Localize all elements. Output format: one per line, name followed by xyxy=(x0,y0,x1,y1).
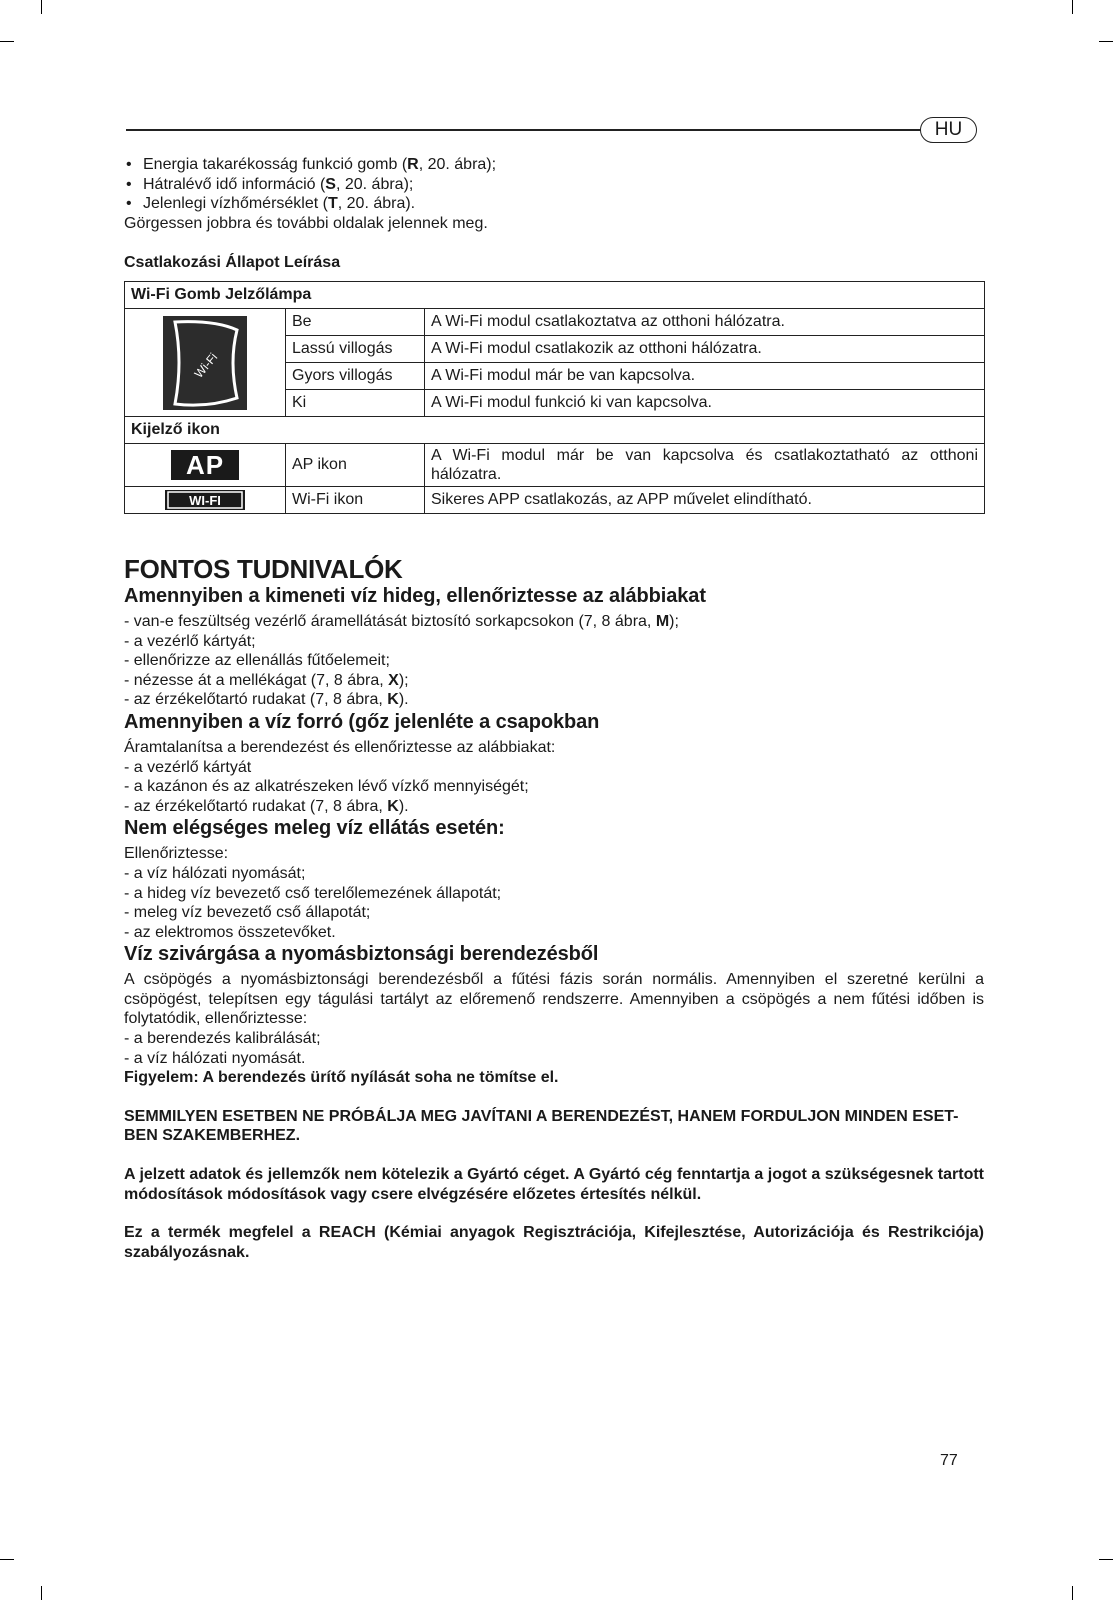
crop-mark xyxy=(1072,1586,1073,1600)
intro-bullet: • Hátralévő idő információ (S, 20. ábra); xyxy=(124,175,984,195)
display-icon-name: AP ikon xyxy=(286,443,425,486)
lamp-state: Ki xyxy=(286,389,425,416)
list-item: - a vezérlő kártyát xyxy=(124,758,252,776)
lamp-description: A Wi-Fi modul funkció ki van kapcsolva. xyxy=(425,389,985,416)
crop-mark xyxy=(0,41,14,42)
ap-icon-cell xyxy=(125,443,286,486)
list-item: - a víz hálózati nyomását; xyxy=(124,864,306,882)
list-item: - a berendezés kalibrálását; xyxy=(124,1030,321,1048)
list-item: - az érzékelőtartó rudakat (7, 8 ábra, K). xyxy=(124,691,409,709)
crop-mark xyxy=(41,0,42,14)
wifi-button-icon xyxy=(163,316,247,410)
language-badge: HU xyxy=(920,117,977,143)
important-title: FONTOS TUDNIVALÓK xyxy=(124,553,403,584)
lamp-state: Be xyxy=(286,308,425,335)
list-item: - nézesse át a mellékágat (7, 8 ábra, X); xyxy=(124,671,409,689)
list-item: - a víz hálózati nyomását. xyxy=(124,1049,306,1067)
table-row xyxy=(125,443,985,486)
insufficient-hot-water-list xyxy=(124,844,984,942)
lamp-description: A Wi-Fi modul csatlakoztatva az otthoni hálózatra. xyxy=(425,308,985,335)
lamp-description: A Wi-Fi modul csatlakozik az otthoni hálózatra. xyxy=(425,335,985,362)
crop-mark xyxy=(1099,41,1113,42)
connection-status-table xyxy=(124,281,985,514)
insufficient-hot-water-heading: Nem elégséges meleg víz ellátás esetén: xyxy=(124,817,505,840)
intro-bullets xyxy=(124,155,984,233)
leak-warning: Figyelem: A berendezés ürítő nyílását soha ne tömítse el. xyxy=(124,1069,559,1087)
lamp-state: Gyors villogás xyxy=(286,362,425,389)
page-number: 77 xyxy=(940,1452,958,1469)
list-item: Ellenőriztesse: xyxy=(124,845,229,863)
reach-notice: Ez a termék megfelel a REACH (Kémiai anyagok Regisztrációja, Kifejlesztése, Autorizációja és Restrikciója) szabályozásnak. xyxy=(124,1224,984,1261)
hot-water-list xyxy=(124,738,984,816)
table-section-row xyxy=(125,281,985,308)
list-item: - az érzékelőtartó rudakat (7, 8 ábra, K). xyxy=(124,797,409,815)
wifi-icon-cell xyxy=(125,486,286,513)
table-caption: Csatlakozási Állapot Leírása xyxy=(124,254,341,272)
leak-heading: Víz szivárgása a nyomásbiztonsági berendezésből xyxy=(124,943,599,966)
crop-mark xyxy=(1099,1559,1113,1560)
list-item: - a vezérlő kártyát; xyxy=(124,632,256,650)
ap-display-icon: AP xyxy=(171,450,239,480)
table-row xyxy=(125,486,985,513)
crop-mark xyxy=(41,1586,42,1600)
list-item: - az elektromos összetevőket. xyxy=(124,923,336,941)
cold-water-heading: Amennyiben a kimeneti víz hideg, ellenőriztesse az alábbiakat xyxy=(124,584,706,607)
repair-notice: SEMMILYEN ESETBEN NE PRÓBÁLJA MEG JAVÍTANI A BERENDEZÉST, HANEM FORDULJON MINDEN ESET-BEN SZAKEMBERHEZ. xyxy=(124,1107,959,1145)
wifi-display-icon xyxy=(165,490,245,510)
header-rule xyxy=(126,129,921,131)
manufacturer-notice: A jelzett adatok és jellemzők nem kötelezik a Gyártó céget. A Gyártó cég fenntartja a jogot a szükségesnek tartott módosítások módosítások vagy csere elvégzésére előzetes értesítés nélkül. xyxy=(124,1166,984,1203)
intro-bullet: • Energia takarékosság funkció gomb (R, 20. ábra); xyxy=(124,155,984,175)
wifi-button-cell xyxy=(125,308,286,416)
section-lamp-label: Wi-Fi Gomb Jelzőlámpa xyxy=(125,281,985,308)
page-content xyxy=(124,155,984,1262)
table-row xyxy=(125,308,985,335)
section-display-label: Kijelző ikon xyxy=(125,416,985,443)
lamp-description: A Wi-Fi modul már be van kapcsolva. xyxy=(425,362,985,389)
leak-section xyxy=(124,970,984,1088)
display-icon-description: Sikeres APP csatlakozás, az APP művelet elindítható. xyxy=(425,486,985,513)
wifi-display-icon-label: WI-FI xyxy=(189,492,221,508)
cold-water-list xyxy=(124,612,984,710)
list-item: - van-e feszültség vezérlő áramellátását biztosító sorkapcsokon (7, 8 ábra, M); xyxy=(124,612,679,630)
crop-mark xyxy=(0,1559,14,1560)
list-item: Áramtalanítsa a berendezést és ellenőriztesse az alábbiakat: xyxy=(124,738,556,756)
leak-paragraph: A csöpögés a nyomásbiztonsági berendezésből a fűtési fázis során normális. Amennyiben el szeretné kerülni a csöpögést, telepítsen egy tágulási tartályt az előremenő rendszerre. Amennyiben a csöpögés a nem fűtési időben is folytatódik, ellenőriztesse: xyxy=(124,971,984,1028)
table-section-row xyxy=(125,416,985,443)
hot-water-heading: Amennyiben a víz forró (gőz jelenléte a csapokban xyxy=(124,710,600,733)
intro-bullet: • Jelenlegi vízhőmérséklet (T, 20. ábra). xyxy=(124,194,984,214)
list-item: - meleg víz bevezető cső állapotát; xyxy=(124,904,371,922)
lamp-state: Lassú villogás xyxy=(286,335,425,362)
crop-mark xyxy=(1072,0,1073,14)
list-item: - ellenőrizze az ellenállás fűtőelemeit; xyxy=(124,652,390,670)
display-icon-name: Wi-Fi ikon xyxy=(286,486,425,513)
display-icon-description: A Wi-Fi modul már be van kapcsolva és csatlakoztatható az otthoni hálózatra. xyxy=(425,443,985,486)
list-item: - a hideg víz bevezető cső terelőlemezének állapotát; xyxy=(124,884,502,902)
list-item: - a kazánon és az alkatrészeken lévő vízkő mennyiségét; xyxy=(124,778,529,796)
scroll-note: Görgessen jobbra és további oldalak jelennek meg. xyxy=(124,214,488,232)
wifi-button-label: Wi-Fi xyxy=(191,350,221,382)
